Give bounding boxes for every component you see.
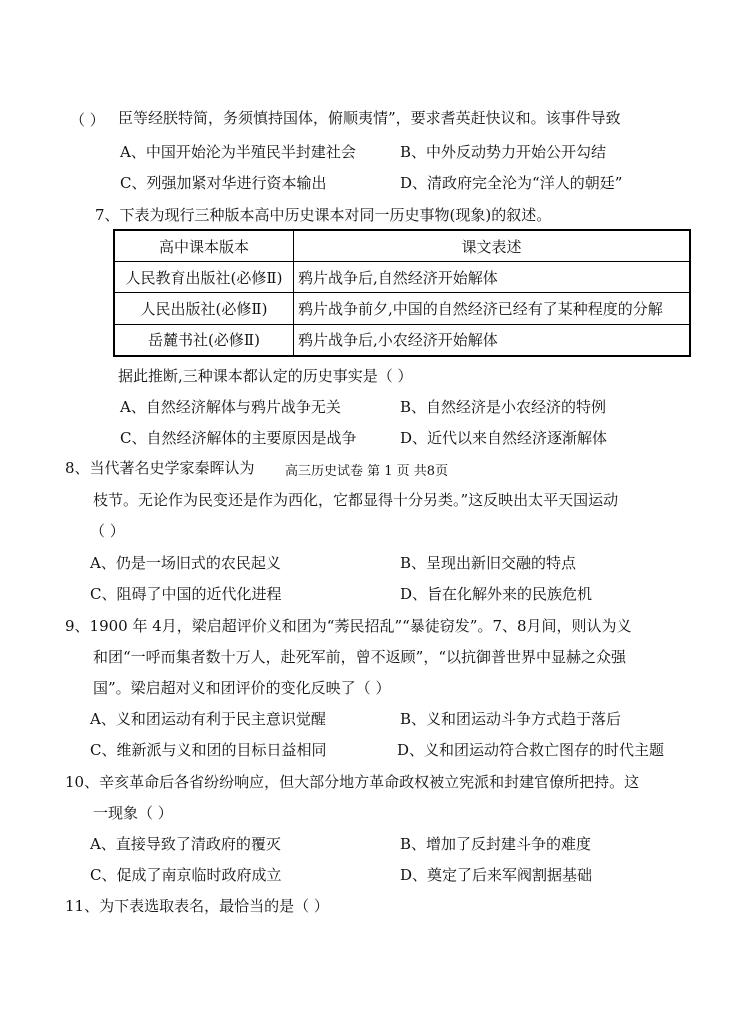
q8-stem-line2: 枝节。无论作为民变还是作为西化，它都显得十分另类。”这反映出太平天国运动 bbox=[93, 491, 619, 509]
table-row bbox=[114, 324, 690, 356]
q7-option-b: B、自然经济是小农经济的特例 bbox=[400, 398, 607, 416]
q8-option-b: B、呈现出新旧交融的特点 bbox=[400, 554, 577, 572]
q10-option-a: A、直接导致了清政府的覆灭 bbox=[90, 835, 281, 853]
table-cell-statement: 鸦片战争后,小农经济开始解体 bbox=[294, 324, 691, 356]
q9-stem-line1: 9、1900 年 4月，梁启超评价义和团为“莠民招乱”“暴徒窃发”。7、8月间，则认为义 bbox=[65, 617, 632, 635]
q11-stem: 11、为下表选取表名，最恰当的是（ ） bbox=[65, 897, 329, 915]
q10-option-c: C、促成了南京临时政府成立 bbox=[90, 866, 282, 884]
table-cell-statement: 鸦片战争前夕,中国的自然经济已经有了某种程度的分解 bbox=[294, 293, 691, 324]
q6-option-b: B、中外反动势力开始公开勾结 bbox=[400, 143, 607, 161]
q10-stem-line1: 10、辛亥革命后各省纷纷响应，但大部分地方革命政权被立宪派和封建官僚所把持。这 bbox=[65, 773, 640, 791]
q9-option-c: C、维新派与义和团的目标日益相同 bbox=[90, 741, 327, 759]
q9-option-d: D、义和团运动符合救亡图存的时代主题 bbox=[397, 741, 665, 759]
q9-option-a: A、义和团运动有利于民主意识觉醒 bbox=[90, 710, 326, 728]
page-footer: 高三历史试卷 第 1 页 共8页 bbox=[285, 464, 449, 479]
table-row bbox=[114, 262, 690, 293]
q6-option-c: C、列强加紧对华进行资本输出 bbox=[120, 174, 327, 192]
textbook-comparison-table bbox=[113, 229, 691, 357]
q10-option-b: B、增加了反封建斗争的难度 bbox=[400, 835, 592, 853]
table-header-cell: 课文表述 bbox=[294, 230, 691, 262]
table-cell-version: 岳麓书社(必修Ⅱ) bbox=[114, 324, 294, 356]
q8-option-d: D、旨在化解外来的民族危机 bbox=[400, 585, 593, 603]
q9-option-b: B、义和团运动斗争方式趋于落后 bbox=[400, 710, 622, 728]
table-header-row bbox=[114, 230, 690, 262]
q8-stem: 8、当代著名史学家秦晖认为 bbox=[65, 459, 255, 477]
q6-option-d: D、清政府完全沦为“洋人的朝廷” bbox=[400, 174, 623, 192]
q8-answer-blank: （ ） bbox=[90, 522, 125, 540]
q6-option-a: A、中国开始沦为半殖民半封建社会 bbox=[120, 143, 356, 161]
table-cell-version: 人民教育出版社(必修Ⅱ) bbox=[114, 262, 294, 293]
q10-stem-line2: 一现象（ ） bbox=[93, 804, 173, 822]
table-row bbox=[114, 293, 690, 324]
q7-option-d: D、近代以来自然经济逐渐解体 bbox=[400, 429, 608, 447]
q8-option-c: C、阻碍了中国的近代化进程 bbox=[90, 585, 282, 603]
q6-answer-blank: （ ） bbox=[70, 111, 105, 129]
q9-stem-line2: 和团“一呼而集者数十万人，赴死军前，曾不返顾”，“以抗御普世界中显赫之众强 bbox=[93, 648, 627, 666]
table-cell-version: 人民出版社(必修Ⅱ) bbox=[114, 293, 294, 324]
q7-question: 据此推断,三种课本都认定的历史事实是（ ） bbox=[118, 367, 413, 385]
q9-stem-line3: 国”。梁启超对义和团评价的变化反映了（ ） bbox=[93, 679, 391, 697]
q7-stem: 7、下表为现行三种版本高中历史课本对同一历史事物(现象)的叙述。 bbox=[95, 206, 552, 224]
table-header-cell: 高中课本版本 bbox=[114, 230, 294, 262]
q6-stem-line: 臣等经朕特简，务须慎持国体，俯顺夷情”，要求耆英赶快议和。该事件导致 bbox=[118, 109, 621, 127]
table-cell-statement: 鸦片战争后,自然经济开始解体 bbox=[294, 262, 691, 293]
q7-option-c: C、自然经济解体的主要原因是战争 bbox=[120, 429, 357, 447]
q8-option-a: A、仍是一场旧式的农民起义 bbox=[90, 554, 281, 572]
q10-option-d: D、奠定了后来军阀割据基础 bbox=[400, 866, 593, 884]
q7-option-a: A、自然经济解体与鸦片战争无关 bbox=[120, 398, 341, 416]
